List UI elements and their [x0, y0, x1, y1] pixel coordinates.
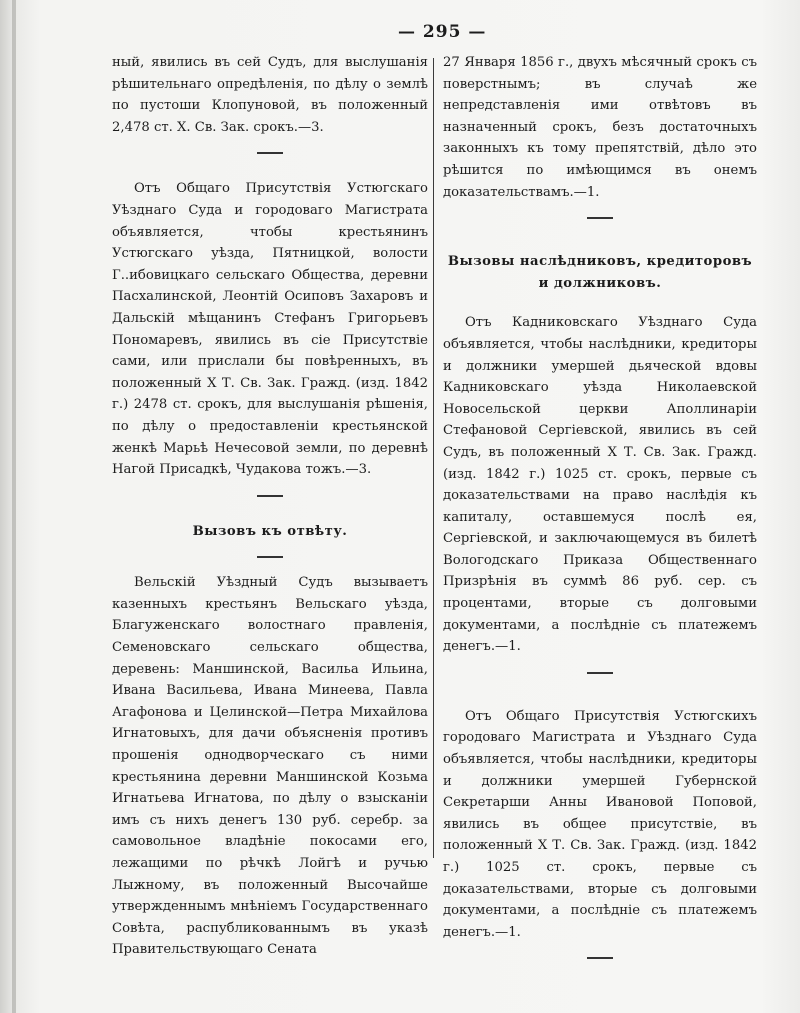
section-divider	[587, 957, 613, 959]
notice-velsk-court: Вельскій Уѣздный Судъ вызываетъ казенныхъ крестьянъ Вельскаго уѣзда, Благуженскаго волостнаго правленія, Семеновскаго сельскаго общества, деревень: Маншинской, Васильа Ильина, Ивана Васильева, Ивана Минеева, Павла Агафонова и Целинской—Петра Михайлова Игнатовыхъ, для дачи объясненія противъ прошенія однодворческаго съ ними крестьянина деревни Маншинской Козьма Игнатьева Игнатова, по дѣлу о взысканіи имъ съ нихъ денегъ 130 руб. серебр. за самовольное владѣніе покосами его, лежащими по рѣчкѣ Лойгѣ и ручью Лыжному, въ положенный Высочайше утвержденнымъ мнѣніемъ Государственнаго Совѣта, распубликованнымъ въ указѣ Правительствующаго Сената	[112, 575, 428, 958]
column-divider-line	[433, 58, 434, 858]
left-column	[112, 52, 428, 961]
page-spine-shadow	[12, 0, 16, 1013]
section-heading-heirs: Вызовы наслѣдниковъ, кредиторовъ и должниковъ.	[447, 254, 753, 291]
heading-divider	[257, 556, 283, 558]
right-column	[443, 52, 757, 973]
notice-ustyug-magistrate: Отъ Общаго Присутствія Устюгскихъ городоваго Магистрата и Уѣзднаго Суда объявляется, чтобы наслѣдники, кредиторы и должники умершей Губернской Секретарши Анны Ивановой Поповой, явились въ общее присутствіе, въ положенный X Т. Св. Зак. Гражд. (изд. 1842 г.) 1025 ст. срокъ, первые съ доказательствами, вторые съ долговыми документами, а послѣдніе съ платежемъ денегъ.—1.	[443, 708, 757, 940]
notice-tail-text: ный, явились въ сей Судъ, для выслушанія рѣшительнаго опредѣленія, по дѣлу о землѣ по пустоши Клопуновой, въ положенный 2,478 ст. X. Св. Зак. срокъ.—3.	[112, 55, 428, 135]
section-divider	[587, 217, 613, 219]
page-number: — 295 —	[398, 22, 487, 42]
section-heading-summons: Вызовъ къ отвѣту.	[192, 523, 348, 539]
notice-kadnikov-court: Отъ Кадниковскаго Уѣзднаго Суда объявляется, чтобы наслѣдники, кредиторы и должники умершей дьяческой вдовы Кадниковскаго уѣзда Николаевской Новосельской церкви Аполлинаріи Стефановой Сергіевской, явились въ сей Судъ, въ положенный X Т. Св. Зак. Гражд. (изд. 1842 г.) 1025 ст. срокъ, первые съ доказательствами на право наслѣдія къ капиталу, оставшемуся послѣ ея, Сергіевской, и заключающемуся въ билетѣ Вологодскаго Приказа Общественнаго Призрѣнія въ суммѣ 86 руб. сер. съ процентами, вторые съ долговыми документами, а послѣдніе съ платежемъ денегъ.—1.	[443, 315, 757, 655]
continuation-text: 27 Января 1856 г., двухъ мѣсячный срокъ съ поверстнымъ; въ случаѣ же непредставленія ими отвѣтовъ въ назначенный срокъ, безъ достаточныхъ законныхъ къ тому препятствій, дѣло это рѣшится по имѣющимся въ онемъ доказательствамъ.—1.	[443, 55, 757, 200]
section-divider	[257, 152, 283, 154]
section-divider	[587, 672, 613, 674]
section-divider	[257, 495, 283, 497]
notice-ustyug-court: Отъ Общаго Присутствія Устюгскаго Уѣзднаго Суда и городоваго Магистрата объявляется, чтобы крестьянинъ Устюгскаго уѣзда, Пятницкой, волости Г..ибовицкаго сельскаго Общества, деревни Пасхалинской, Леонтій Осиповъ Захаровъ и Дальскій мѣщанинъ Стефанъ Григорьевъ Пономаревъ, явились въ сіе Присутствіе сами, или прислали бы повѣренныхъ, въ положенный X Т. Св. Зак. Гражд. (изд. 1842 г.) 2478 ст. срокъ, для выслушанія рѣшенія, по дѣлу о предоставленіи крестьянской женкѣ Марьѣ Нечесовой земли, по деревнѣ Нагой Присадкѣ, Чудакова тожъ.—3.	[112, 181, 428, 478]
